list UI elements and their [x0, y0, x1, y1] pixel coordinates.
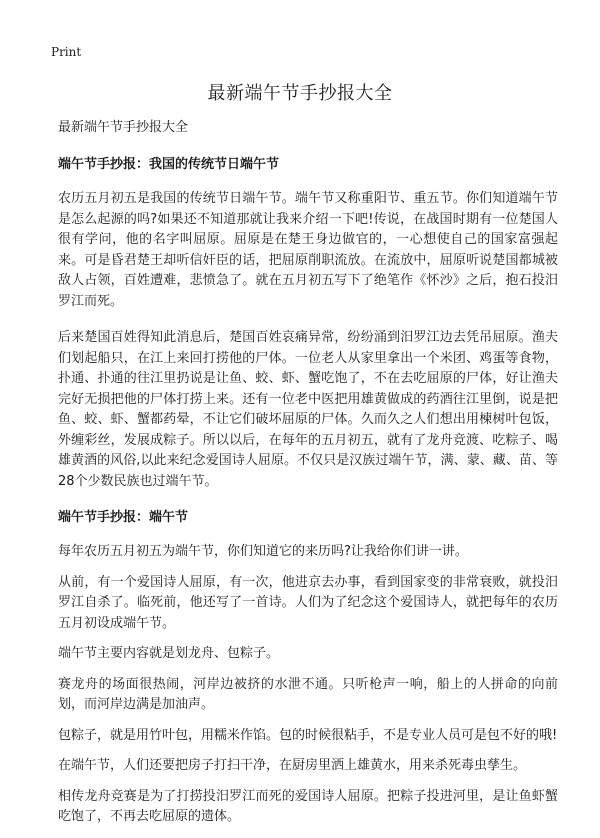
article-body	[58, 118, 558, 838]
section-heading-2: 端午节手抄报：端午节	[58, 510, 189, 525]
print-link[interactable]: Print	[51, 45, 82, 59]
page-title: 最新端午节手抄报大全	[207, 83, 393, 104]
section-heading-1: 端午节手抄报：我国的传统节日端午节	[58, 157, 280, 172]
paragraph: 端午节主要内容就是划龙舟、包粽子。	[58, 646, 280, 661]
paragraph: 后来楚国百姓得知此消息后，楚国百姓哀痛异常，纷纷涌到汨罗江边去凭吊屈原。渔夫们划起船只，在江上来回打捞他的尸体。一位老人从家里拿出一个米团、鸡蛋等食物，扑通、扑通的往江里扔说是让鱼、蛟、虾、蟹吃饱了，不在去吃屈原的尸体，好让渔夫完好无损把他的尸体打捞上来。还有一位老中医把用雄黄做成的药酒往江里倒，说是把鱼、蛟、虾、蟹都药晕，不让它们破坏屈原的尸体。久而久之人们想出用楝树叶包饭，外缠彩丝，发展成粽子。所以以后，在每年的五月初五，就有了龙舟竞渡、吃粽子、喝雄黄酒的风俗,以此来纪念爱国诗人屈原。不仅只是汉族过端午节，满、蒙、藏、苗、等28个少数民族也过端午节。	[58, 330, 558, 489]
paragraph: 从前，有一个爱国诗人屈原，有一次，他进京去办事，看到国家变的非常衰败，就投汨罗江自杀了。临死前，他还写了一首诗。人们为了纪念这个爱国诗人，就把每年的农历五月初设成端午节。	[58, 574, 558, 631]
paragraph: 包粽子，就是用竹叶包，用糯米作馅。包的时候很粘手，不是专业人员可是包不好的哦!	[58, 727, 558, 743]
paragraph: 赛龙舟的场面很热闹，河岸边被挤的水泄不通。只听枪声一响，船上的人拼命的向前划，而河岸边满是加油声。	[58, 676, 558, 712]
paragraph: 每年农历五月初五为端午节，你们知道它的来历吗?让我给你们讲一讲。	[58, 544, 468, 559]
article-subtitle: 最新端午节手抄报大全	[58, 120, 189, 135]
paragraph: 农历五月初五是我国的传统节日端午节。端午节又称重阳节、重五节。你们知道端午节是怎么起源的吗?如果还不知道那就让我来介绍一下吧!传说，在战国时期有一位楚国人很有学问，他的名字叫屈原。屈原是在楚王身边做官的，一心想使自己的国家富强起来。可是昏君楚王却听信奸臣的话，把屈原削职流放。在流放中，屈原听说楚国都城被敌人占领，百姓遭难，悲愤急了。就在五月初五写下了绝笔作《怀沙》之后，抱石投汨罗江而死。	[58, 191, 558, 309]
paragraph: 在端午节，人们还要把房子打扫干净，在厨房里洒上雄黄水，用来杀死毒虫孳生。	[58, 758, 527, 773]
paragraph: 相传龙舟竞赛是为了打捞投汨罗江而死的爱国诗人屈原。把粽子投进河里，是让鱼虾蟹吃饱了，不再去吃屈原的遗体。	[58, 788, 558, 824]
